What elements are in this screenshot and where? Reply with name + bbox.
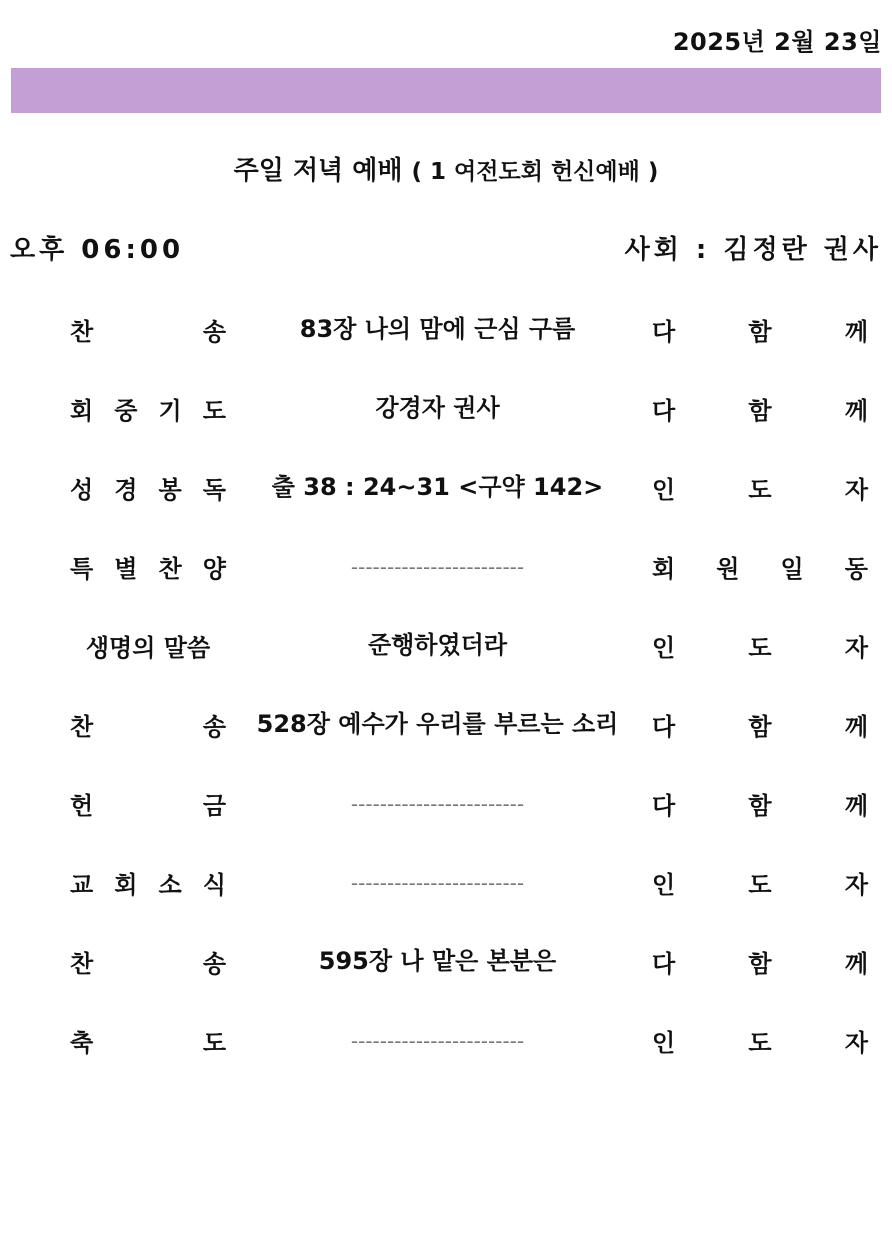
program-row: [0, 685, 892, 764]
program-content: 강경자 권사: [375, 393, 500, 422]
program-participant-char: 함: [748, 950, 772, 978]
service-time: 오후 06:00: [10, 235, 185, 265]
program-row: [0, 1001, 892, 1080]
program-participant-char: 께: [844, 318, 868, 346]
program-content: 595장 나 맡은 본분은: [318, 946, 557, 975]
program-item: [70, 606, 226, 685]
program-item: [70, 527, 226, 606]
program-participant-char: 도: [748, 476, 772, 504]
program-participant: [652, 527, 868, 606]
program-item-char: 특: [70, 555, 94, 583]
program-participant-char: 함: [748, 318, 772, 346]
program-participant-char: 인: [652, 871, 676, 899]
program-content: 83장 나의 맘에 근심 구름: [299, 314, 576, 343]
program-participant-char: 다: [652, 713, 676, 741]
program-item-char: 도: [202, 397, 226, 425]
program-item-char: 송: [202, 318, 226, 346]
program-participant: [652, 685, 868, 764]
program-participant-char: 자: [844, 634, 868, 662]
program-participant: [652, 448, 868, 527]
header-band: [11, 68, 881, 113]
program-participant-char: 함: [748, 397, 772, 425]
program-item-char: 회: [70, 397, 94, 425]
program-item-char: 교: [70, 871, 94, 899]
program-item-char: 송: [202, 950, 226, 978]
program-row: [0, 764, 892, 843]
program-participant-char: 께: [844, 792, 868, 820]
program-content: 528장 예수가 우리를 부르는 소리: [256, 709, 619, 738]
program-row: [0, 290, 892, 369]
program-item-char: 생명의 말씀: [85, 634, 211, 662]
program-item-char: 찬: [70, 950, 94, 978]
program-participant: [652, 290, 868, 369]
program-content: ------------------------: [350, 554, 525, 579]
program-content: 출 38 : 24~31 <구약 142>: [271, 472, 604, 501]
program-participant-char: 함: [748, 792, 772, 820]
program-content: 준행하였더라: [367, 630, 508, 659]
program-list: [0, 290, 892, 1080]
program-item-char: 찬: [70, 713, 94, 741]
program-item: [70, 922, 226, 1001]
program-participant-char: 께: [844, 397, 868, 425]
program-item-char: 찬: [158, 555, 182, 583]
program-content: ------------------------: [350, 791, 525, 816]
program-item: [70, 369, 226, 448]
program-participant-char: 다: [652, 950, 676, 978]
program-item-char: 봉: [158, 476, 182, 504]
program-participant-char: 인: [652, 634, 676, 662]
program-participant-char: 도: [748, 634, 772, 662]
program-item-char: 성: [70, 476, 94, 504]
program-participant-char: 다: [652, 397, 676, 425]
program-participant: [652, 922, 868, 1001]
program-item-char: 소: [158, 871, 182, 899]
program-item: [70, 685, 226, 764]
program-participant-char: 도: [748, 871, 772, 899]
program-item-char: 회: [114, 871, 138, 899]
program-participant-char: 도: [748, 1029, 772, 1057]
program-participant-char: 자: [844, 871, 868, 899]
program-item: [70, 448, 226, 527]
program-item: [70, 764, 226, 843]
program-item: [70, 1001, 226, 1080]
program-participant-char: 일: [780, 555, 804, 583]
program-participant: [652, 764, 868, 843]
program-item-char: 도: [202, 1029, 226, 1057]
service-title: [0, 150, 892, 187]
program-item-char: 송: [202, 713, 226, 741]
program-participant-char: 자: [844, 1029, 868, 1057]
program-item-char: 헌: [70, 792, 94, 820]
program-item-char: 찬: [70, 318, 94, 346]
program-participant-char: 께: [844, 713, 868, 741]
program-content: ------------------------: [350, 870, 525, 895]
program-row: [0, 922, 892, 1001]
program-item-char: 식: [202, 871, 226, 899]
program-participant: [652, 1001, 868, 1080]
program-participant-char: 다: [652, 318, 676, 346]
program-participant: [652, 843, 868, 922]
program-participant-char: 다: [652, 792, 676, 820]
program-item-char: 중: [114, 397, 138, 425]
program-participant: [652, 369, 868, 448]
service-leader: 사회 : 김정란 권사: [624, 235, 882, 265]
program-row: [0, 843, 892, 922]
program-row: [0, 527, 892, 606]
program-item-char: 금: [202, 792, 226, 820]
program-item-char: 기: [158, 397, 182, 425]
program-participant-char: 인: [652, 476, 676, 504]
program-row: [0, 448, 892, 527]
program-participant-char: 동: [844, 555, 868, 583]
date-label: 2025년 2월 23일: [672, 28, 882, 56]
program-content: ------------------------: [350, 1028, 525, 1053]
program-item-char: 경: [114, 476, 138, 504]
program-item-char: 축: [70, 1029, 94, 1057]
service-title-main: 주일 저녁 예배: [233, 156, 403, 186]
program-item: [70, 843, 226, 922]
program-participant-char: 께: [844, 950, 868, 978]
program-row: [0, 369, 892, 448]
program-participant-char: 인: [652, 1029, 676, 1057]
program-item-char: 독: [202, 476, 226, 504]
program-item: [70, 290, 226, 369]
program-item-char: 별: [114, 555, 138, 583]
program-row: [0, 606, 892, 685]
program-participant-char: 자: [844, 476, 868, 504]
program-participant-char: 회: [652, 555, 676, 583]
service-title-sub: ( 1 여전도회 헌신예배 ): [411, 159, 659, 185]
program-participant-char: 함: [748, 713, 772, 741]
program-item-char: 양: [202, 555, 226, 583]
program-participant: [652, 606, 868, 685]
program-participant-char: 원: [716, 555, 740, 583]
